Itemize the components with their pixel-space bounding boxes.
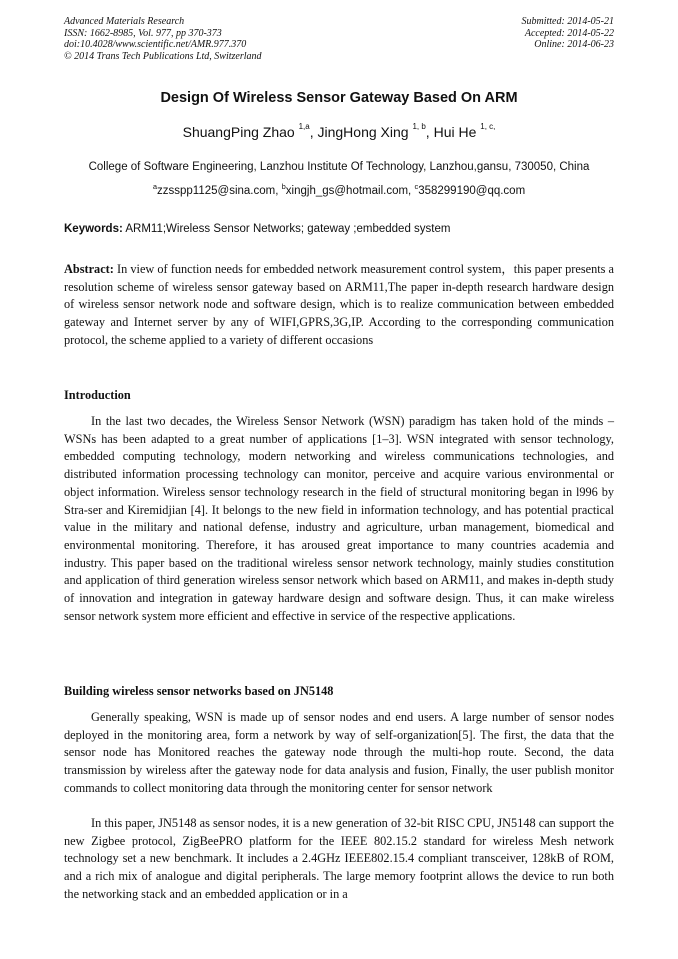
- email-address: 358299190@qq.com: [418, 185, 526, 197]
- email-address: xingjh_gs@hotmail.com,: [285, 185, 412, 197]
- publication-dates: [522, 16, 615, 51]
- journal-doi: doi:10.4028/www.scientific.net/AMR.977.370: [64, 39, 247, 50]
- accepted-date: Accepted: 2014-05-22: [524, 27, 614, 39]
- abstract-text: In view of function needs for embedded network measurement control system，this paper presents a resolution scheme of wireless sensor gateway based on ARM11,The paper in-depth research hardware design of wireless sensor network node and software design, which is to realize communication between embedded gateway and Internet server by any of WIFI,GPRS,3G,IP. According to the corresponding communication protocol, the scheme applied to a variety of different occasions: [64, 262, 615, 347]
- keywords-text: ARM11;Wireless Sensor Networks; gateway ;embedded system: [125, 223, 451, 235]
- journal-issn: ISSN: 1662-8985, Vol. 977, pp 370-373: [64, 27, 222, 39]
- section-heading-introduction: Introduction: [64, 388, 131, 402]
- email-mark: b: [281, 182, 286, 191]
- journal-name: Advanced Materials Research: [64, 16, 185, 27]
- author-name: Hui He: [433, 124, 477, 140]
- author-name: JingHong Xing: [317, 124, 409, 140]
- submitted-date: Submitted: 2014-05-21: [521, 16, 614, 27]
- author-list: ShuangPing Zhao $^{1,a}$, JingHong Xing $^{1, b}$, Hui He $^{1, c,}$: [182, 122, 496, 140]
- author-affiliation: College of Software Engineering, Lanzhou Institute Of Technology, Lanzhou,gansu, 730050, China: [88, 161, 590, 173]
- author-emails: [64, 182, 614, 197]
- email-mark: c: [414, 182, 419, 191]
- keywords-label: Keywords:: [64, 223, 123, 235]
- email-address: zzsspp1125@sina.com,: [157, 185, 279, 197]
- author-affiliation-mark: 1, c,: [480, 122, 496, 131]
- abstract: [64, 261, 614, 350]
- section-heading-building: Building wireless sensor networks based on JN5148: [64, 684, 334, 698]
- email-mark: a: [152, 182, 157, 191]
- author-name: ShuangPing Zhao: [182, 124, 295, 140]
- author-affiliation-mark: 1, b: [412, 122, 426, 131]
- building-paragraph-1: Generally speaking, WSN is made up of sensor nodes and end users. A large number of sensor nodes deployed in the monitoring area, form a network by way of self-organization[5]. The first, the data that the sensor node has Monitored reaches the gateway node through the multi-hop route. Second, the data transmission by wireless after the gateway node for data analysis and fusion, Finally, the user publish monitor commands to collect monitoring data through the monitoring center for sensor network: [64, 710, 614, 795]
- keywords: [64, 223, 614, 235]
- author-affiliation-mark: 1,a: [298, 122, 310, 131]
- journal-info: [64, 16, 262, 62]
- paper-title: Design Of Wireless Sensor Gateway Based On ARM: [160, 90, 518, 106]
- journal-copyright: © 2014 Trans Tech Publications Ltd, Switzerland: [64, 50, 262, 62]
- online-date: Online: 2014-06-23: [534, 39, 614, 50]
- introduction-paragraph: In the last two decades, the Wireless Sensor Network (WSN) paradigm has taken hold of the minds – WSNs has been adapted to a great number of applications [1–3]. WSN integrated with sensor technology, embedded computing technology, modern networking and wireless communications technologies, and distributed information processing technology can monitor, perceive and acquire various environmental or object information. Wireless sensor technology research in the field of structural monitoring began in l996 by Stra-ser and Kiremidjian [4]. It belongs to the new field in information technology, and has potential practical value in the military and national defense, industry and agriculture, urban management, biomedical and environmental monitoring. Therefore, it has aroused great importance to many countries academia and industry. This paper based on the traditional wireless sensor network technology, mainly studies constitution and application of third generation wireless sensor network which based on ARM11, and makes in-depth study of innovation and integration in gateway hardware design and software design. Thus, it can make wireless sensor network system more efficient and effective in service of the respective applications.: [64, 414, 614, 623]
- building-paragraph-2: In this paper, JN5148 as sensor nodes, it is a new generation of 32-bit RISC CPU, JN5148 can support the new Zigbee protocol, ZigBeePRO platform for the IEEE 802.15.2 standard for wireless Mesh network technology set a new benchmark. It includes a 2.4GHz IEEE802.15.4 compliant transceiver, 128kB of ROM, and a rich mix of analogue and digital peripherals. The large memory footprint allows the device to run both the networking stack and an embedded application or in a: [64, 816, 614, 901]
- abstract-label: Abstract:: [64, 262, 114, 276]
